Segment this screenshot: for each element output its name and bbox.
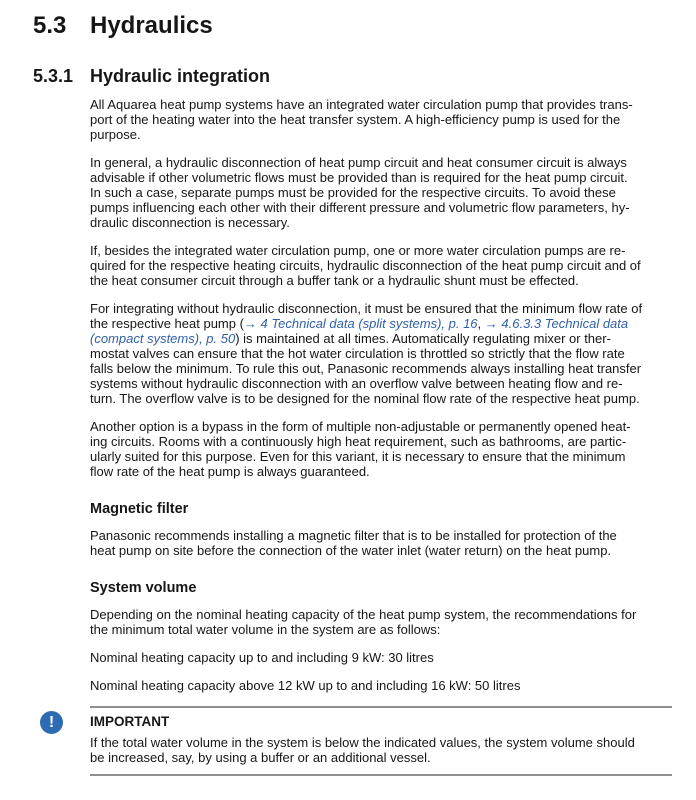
cross-reference-link[interactable]: → 4.6.3.3 Technical data — [484, 316, 629, 331]
section-title: Hydraulics — [90, 12, 213, 39]
paragraph-system-volume — [90, 607, 696, 637]
text-segment: For integrating without hydraulic disconnection, it must be ensured that the minimum flow rate of — [90, 301, 643, 316]
text-line — [90, 449, 696, 464]
text-segment: the respective heat pump ( — [90, 316, 244, 331]
text-segment: ) is maintained at all times. Automatically regulating mixer or ther- — [235, 331, 611, 346]
text-line — [90, 331, 696, 346]
text-line — [90, 155, 696, 170]
text-segment: draulic disconnection is necessary. — [90, 215, 290, 230]
exclamation-icon: ! — [40, 711, 63, 734]
text-segment: ing circuits. Rooms with a continuously high heat requirement, such as bathrooms, are partic- — [90, 434, 627, 449]
text-line — [90, 346, 696, 361]
text-segment: the minimum total water volume in the system are as follows: — [90, 622, 441, 637]
text-segment: , — [477, 316, 485, 331]
subheading-system-volume: System volume — [90, 580, 197, 596]
text-line — [90, 735, 672, 750]
text-line — [90, 607, 696, 622]
text-segment: quired for the respective heating circuits, hydraulic disconnection of the heat pump circuit and of — [90, 258, 641, 273]
text-line — [90, 650, 696, 665]
text-line — [90, 316, 696, 331]
text-line — [90, 361, 696, 376]
important-note-label: IMPORTANT — [90, 714, 170, 729]
paragraph-capacity-16kw — [90, 678, 696, 693]
section-heading — [33, 13, 696, 39]
text-segment: Another option is a bypass in the form of multiple non-adjustable or permanently opened heat- — [90, 419, 631, 434]
text-line — [90, 273, 696, 288]
text-line — [90, 112, 696, 127]
text-line — [90, 97, 696, 112]
text-line — [90, 464, 696, 479]
text-segment: advisable if other volumetric flows must be provided than is required for the heat pump circuit. — [90, 170, 628, 185]
text-segment: Panasonic recommends installing a magnetic filter that is to be installed for protection of the — [90, 528, 617, 543]
paragraph-general-disconnection — [90, 155, 696, 230]
text-segment: the heat consumer circuit through a buffer tank or a hydraulic shunt must be effected. — [90, 273, 579, 288]
text-segment: port of the heating water into the heat transfer system. A high-efficiency pump is used for the — [90, 112, 621, 127]
text-line — [90, 200, 696, 215]
text-line — [90, 543, 696, 558]
text-line — [90, 419, 696, 434]
text-segment: purpose. — [90, 127, 141, 142]
text-segment: be increased, say, by using a buffer or an additional vessel. — [90, 750, 431, 765]
text-segment: ularly suited for this purpose. Even for this variant, it is necessary to ensure that the minimum — [90, 449, 626, 464]
text-line — [90, 185, 696, 200]
text-line — [90, 127, 696, 142]
text-segment: mostat valves can ensure that the hot water circulation is throttled so strictly that the flow rate — [90, 346, 625, 361]
text-line — [90, 678, 696, 693]
subsection-title: Hydraulic integration — [90, 66, 271, 86]
important-note — [48, 706, 672, 776]
paragraph-magnetic-filter — [90, 528, 696, 558]
text-line — [90, 391, 696, 406]
text-segment: Nominal heating capacity above 12 kW up to and including 16 kW: 50 litres — [90, 678, 521, 693]
paragraph-minimum-flow-rate — [90, 301, 696, 406]
paragraph-capacity-9kw — [90, 650, 696, 665]
text-segment: pumps influencing each other with their different pressure and volumetric flow parameters, hy- — [90, 200, 630, 215]
text-line — [90, 301, 696, 316]
paragraph-intro — [90, 97, 696, 142]
text-line — [90, 434, 696, 449]
text-segment: heat pump on site before the connection of the water inlet (water return) on the heat pump. — [90, 543, 612, 558]
text-segment: turn. The overflow valve is to be designed for the nominal flow rate of the respective heat pump. — [90, 391, 640, 406]
text-segment: If the total water volume in the system is below the indicated values, the system volume should — [90, 735, 635, 750]
important-note-text — [90, 735, 672, 765]
text-segment: In general, a hydraulic disconnection of heat pump circuit and heat consumer circuit is always — [90, 155, 627, 170]
subsection-heading — [33, 66, 696, 86]
text-line — [90, 258, 696, 273]
text-segment: In such a case, separate pumps must be provided for the respective circuits. To avoid these — [90, 185, 616, 200]
cross-reference-link[interactable]: (compact systems), p. 50 — [90, 331, 236, 346]
subheading-magnetic-filter: Magnetic filter — [90, 501, 189, 517]
paragraph-bypass-option — [90, 419, 696, 479]
text-segment: systems without hydraulic disconnection with an overflow valve between heating flow and re- — [90, 376, 623, 391]
text-line — [90, 528, 696, 543]
subsection-number: 5.3.1 — [33, 66, 74, 86]
text-line — [90, 750, 672, 765]
text-line — [90, 243, 696, 258]
cross-reference-link[interactable]: → 4 Technical data (split systems), p. 16 — [243, 316, 478, 331]
section-number: 5.3 — [33, 12, 67, 39]
text-line — [90, 622, 696, 637]
paragraph-buffer-tank — [90, 243, 696, 288]
text-segment: Depending on the nominal heating capacity of the heat pump system, the recommendations for — [90, 607, 637, 622]
text-segment: Nominal heating capacity up to and including 9 kW: 30 litres — [90, 650, 434, 665]
text-segment: flow rate of the heat pump is always guaranteed. — [90, 464, 370, 479]
text-segment: falls below the minimum. To rule this out, Panasonic recommends always installing heat transfer — [90, 361, 642, 376]
text-segment: All Aquarea heat pump systems have an integrated water circulation pump that provides trans- — [90, 97, 633, 112]
text-line — [90, 170, 696, 185]
text-segment: If, besides the integrated water circulation pump, one or more water circulation pumps are re- — [90, 243, 626, 258]
text-line — [90, 376, 696, 391]
text-line — [90, 215, 696, 230]
